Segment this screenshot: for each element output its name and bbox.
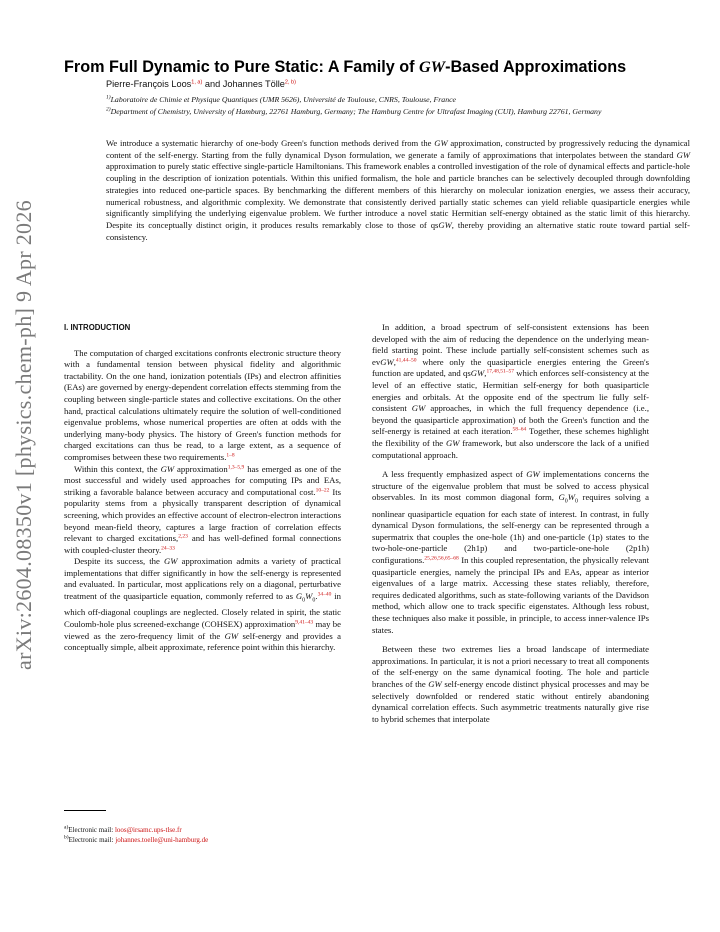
citation-link[interactable]: 58–64 [512,426,527,433]
math-symbol: GW [160,463,175,474]
author-1-mark: 1, a) [191,79,203,86]
author-separator: and [202,79,223,89]
math-symbol: G [295,591,303,602]
math-symbol: G [558,492,565,503]
author-1: Pierre-François Loos [106,79,192,89]
abstract: We introduce a systematic hierarchy of one-body Green's function methods derived from the GW approximation, constructed by progressively reducing the dynamical content of the self-energy. Starting from the fully dynamical Dyson formulation, we generate a family of approximations that interpolates between the standard GW approximation to purely static effective single-particle Hamiltonians. This framework enables a controlled investigation of the role of dynamical effects and particle-hole coupling in the description of ionization potentials. Within this unified formalism, the hole and particle branches can be selectively decoupled through downfolding strategies into reduced one-particle spaces. By benchmarking the different members of this hierarchy on molecular ionization energies, we assess their accuracy, numerical robustness, and algorithmic complexity. We demonstrate that consistently derived partially static schemes can yield reliable quasiparticle energies while significantly simplifying the underlying eigenvalue problem. We further introduce a novel static Hermitian self-energy obtained as the static limit of this hierarchy. Despite its conceptually distinct origin, it produces results remarkably close to those of qsGW, thereby providing an alternative static route toward partial self-consistency. [106,138,691,242]
paper-title [64,58,674,77]
paragraph: A less frequently emphasized aspect of GW implementations concerns the structure of the eigenvalue problem that must be solved to access physical observables. In its most common diagonal form, $G_0W_0$ requires solving a nonlinear quasiparticle equation for each state of interest. In contrast, in fully dynamical Dyson formulations, the self-energy can be represented through a supermatrix that couples the one-hole (1h) and one-particle (1p) states to the two-hole-one-particle (2h1p) and two-particle-one-hole (2p1h) configurations.$^{25,26,56,65-68}$ In this coupled representation, the physically relevant quasiparticle energies, namely the principal IPs and EAs, appear as interior eigenvalues of a large matrix. Accessing these states reliably, therefore, requires dedicated algorithms, such as state-following variants of the Davidson method, which allow one to track specific eigenstates. Although less robust, these techniques also make it possible, in principle, to access inner-valence IPs states. [372,469,649,635]
affiliation-1-text: Laboratoire de Chimie et Physique Quantiques (UMR 5626), Université de Toulouse, CNRS, Toulouse, France [110,95,457,104]
math-symbol: GW [676,149,690,160]
title-part-2: GW [418,58,446,76]
footnote-b-label: Electronic mail: [68,836,116,844]
math-symbol: GW [411,403,426,414]
citation-link[interactable]: 1–8 [226,452,235,459]
affiliation-1-mark: 1) [106,94,111,101]
footnote-a-label: Electronic mail: [68,826,115,834]
citation-link[interactable]: 24–33 [161,545,175,552]
citation-link[interactable]: 1,3–5,9 [227,464,245,471]
arxiv-sidebar [0,200,48,670]
left-column [64,322,341,654]
author-2: Johannes Tölle [222,79,285,89]
affiliation-1 [106,94,686,105]
paragraph: Despite its success, the GW approximation admits a variety of practical implementations that differ significantly in how the self-energy is represented and evaluated. In particular, most applications rely on a diagonal, perturbative treatment of the quasiparticle equation, commonly referred to as $G_0W_0.^{34-40}$ in which off-diagonal couplings are neglected. Closely related in spirit, the static Coulomb-hole plus screened-exchange (COHSEX) approximation$^{9,41-43}$ may be viewed as the zero-frequency limit of the GW self-energy and provides a conceptually simple, albeit approximate, reference point within this hierarchy. [64,556,341,653]
math-symbol: GW [224,630,239,641]
citation-link[interactable]: 25,26,56,65–68 [424,555,459,562]
subscript: 0 [312,597,316,604]
math-symbol: GW [526,469,540,480]
paragraph: Within this context, the GW approximation$^{1,3-5,9}$ has emerged as one of the most successful and widely used approaches for computing IPs and EAs, striking a favorable balance between accuracy and computational cost.$^{10-22}$ Its popularity stems from a physically transparent description of dynamical screening, which provides an effective account of electron-electron interactions beyond mean-field theory, captures a large fraction of correlation effects relevant to charged excitations,$^{2,23}$ and has well-defined formal connections with coupled-cluster theory.$^{24-33}$ [64,463,342,555]
title-part-3: -Based Approximations [445,58,627,76]
citation-link[interactable]: 17,48,51–57 [486,368,514,375]
paragraph: Between these two extremes lies a broad landscape of intermediate approximations. In particular, it is not a priori necessary to treat all components of the self-energy on the same dynamical footing. The hole and particle branches of the GW self-energy encode distinct physical processes and may be selectively downfolded or rendered static without entirely abandoning dynamical correlation effects. Such asymmetric treatments naturally give rise to hybrid schemes that interpolate [372,644,649,724]
footnote-a-mark: a) [64,824,69,831]
footnote-a [64,825,208,835]
footnote-b-mark: b) [64,834,69,841]
citation-link[interactable]: 9,41–43 [295,619,314,626]
paragraph: In addition, a broad spectrum of self-consistent extensions has been developed with the aim of reducing the dependence on the underlying mean-field starting point. These include partially self-consistent schemes such as evGW,$^{41,44-50}$ where only the quasiparticle energies entering the Green's function are updated, and qsGW,$^{17,48,51-57}$ which enforces self-consistency at the level of an effective static, Hermitian self-energy for both quasiparticle energies and orbitals. At the opposite end of the spectrum lie fully self-consistent GW approaches, in which the full frequency dependence (i.e., beyond the quasiparticle approximation) of both the Green's function and the self-energy is retained at each iteration.$^{58-64}$ Together, these schemes highlight the flexibility of the GW framework, but also underscore the lack of a unified computational approach. [372,322,649,460]
math-symbol: GW [445,437,460,448]
footnote-divider [64,810,106,811]
math-symbol: W [305,591,313,602]
math-symbol: GW [380,356,394,367]
paragraph: The computation of charged excitations confronts electronic structure theory with a fundamental tension between physical fidelity and algorithmic tractability. On the one hand, ionization potentials (IPs) and electron affinities (EAs) are governed by energy-dependent correlation effects stemming from the coupling between single-particle states and collective excitations. On the other hand, practical calculations ultimately require the solution of well-conditioned eigenvalue problems, whose numerical properties are often at odds with the underlying many-body physics. The history of Green's function methods for charged excitations can thus be read, to a large extent, as a sequence of compromises between these two requirements.$^{1-8}$ [64,347,341,462]
math-symbol: GW [438,219,452,230]
section-heading-introduction: I. INTRODUCTION [64,323,131,332]
citation-link[interactable]: 34–40 [317,591,332,598]
subscript: 0 [575,499,579,506]
math-symbol: GW [428,678,442,689]
title-part-1: From Full Dynamic to Pure Static: A Family of [64,58,419,76]
math-symbol: GW [163,556,178,567]
arxiv-identifier: arXiv:2604.08350v1 [physics.chem-ph] 9 Apr 2026 [11,200,36,670]
affiliation-2-text: Department of Chemistry, University of Hamburg, 22761 Hamburg, Germany; The Hamburg Centre for Ultrafast Imaging (CUI), Hamburg 22761, Germany [110,107,602,116]
author-2-mark: 2, b) [284,79,296,86]
citation-link[interactable]: 10–22 [315,487,330,494]
author-line [106,79,296,89]
subscript: 0 [564,499,568,506]
right-column [372,322,649,725]
footnotes [64,825,208,845]
citation-link[interactable]: 2,23 [178,533,188,540]
footnote-b [64,835,208,845]
affiliation-2 [106,106,686,117]
math-symbol: GW [434,138,448,148]
subscript: 0 [302,597,306,604]
math-symbol: W [567,492,576,503]
math-symbol: GW [470,368,485,379]
affiliation-2-mark: 2) [106,106,111,113]
email-link-toelle[interactable]: johannes.toelle@uni-hamburg.de [115,836,209,844]
email-link-loos[interactable]: loos@irsamc.ups-tlse.fr [114,826,182,834]
citation-link[interactable]: 41,44–50 [395,357,417,364]
